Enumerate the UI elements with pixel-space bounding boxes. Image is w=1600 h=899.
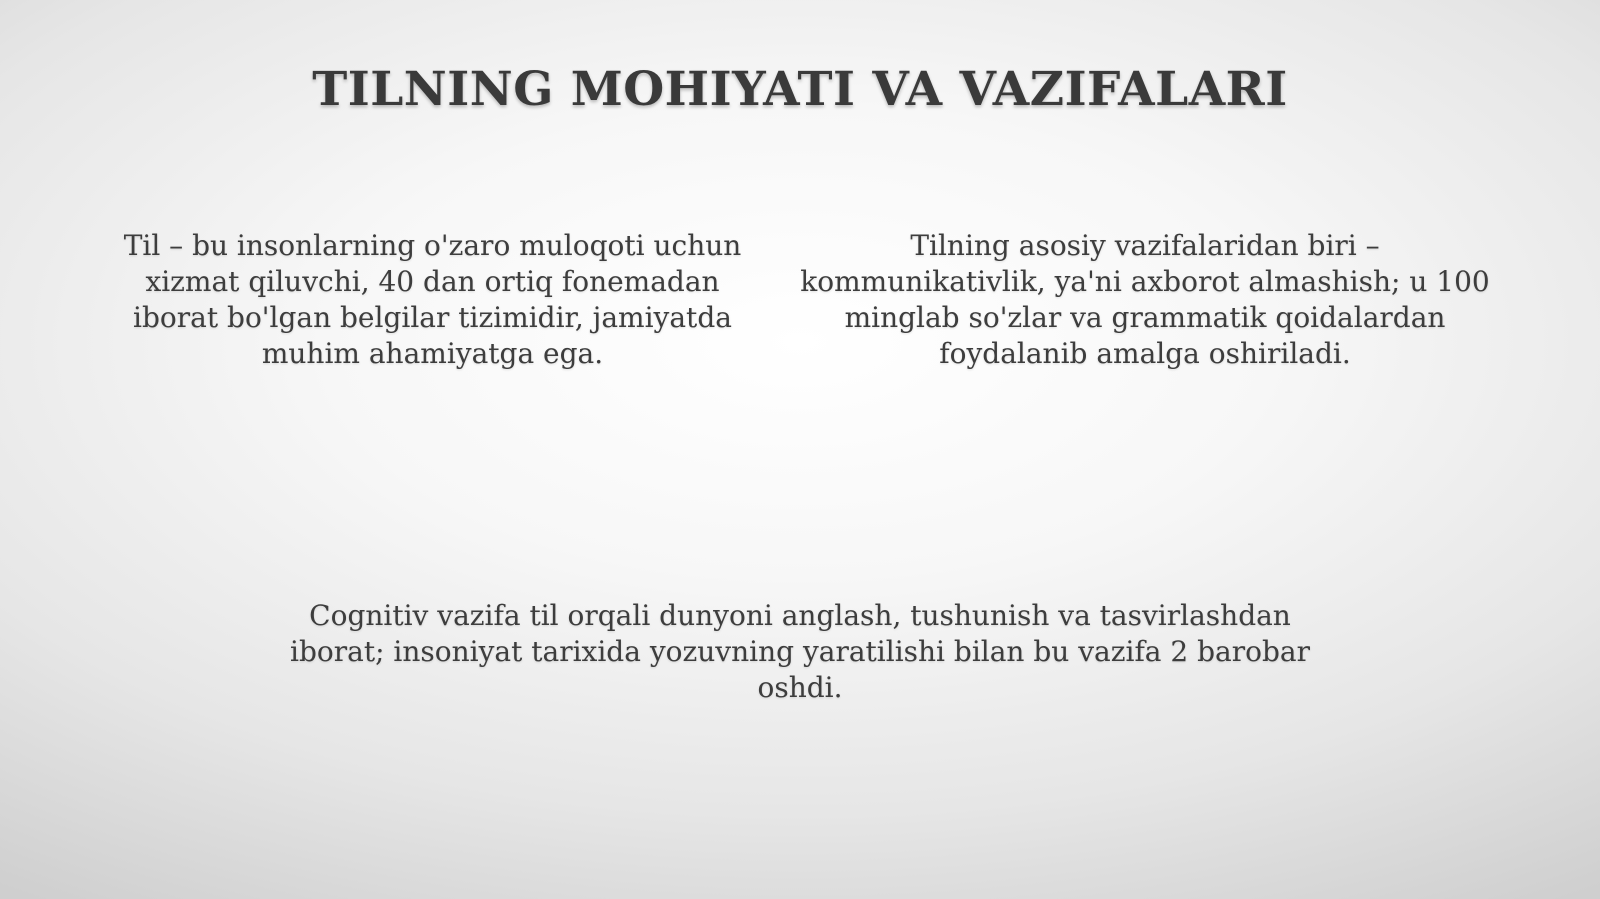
text-block-definition: Til – bu insonlarning o'zaro muloqoti uchun xizmat qiluvchi, 40 dan ortiq fonemadan iborat bo'lgan belgilar tizimidir, jamiyatda muhim ahamiyatga ega.: [123, 229, 742, 370]
text-block-cognitive-function: Cognitiv vazifa til orqali dunyoni anglash, tushunish va tasvirlashdan iborat; insoniyat tarixida yozuvning yaratilishi bilan bu vazifa 2 barobar oshdi.: [290, 599, 1310, 704]
slide-title: TILNING MOHIYATI VA VAZIFALARI: [312, 62, 1288, 117]
text-block-communicative-function: Tilning asosiy vazifalaridan biri – kommunikativlik, ya'ni axborot almashish; u 100 minglab so'zlar va grammatik qoidalardan foydalanib amalga oshiriladi.: [800, 229, 1490, 370]
